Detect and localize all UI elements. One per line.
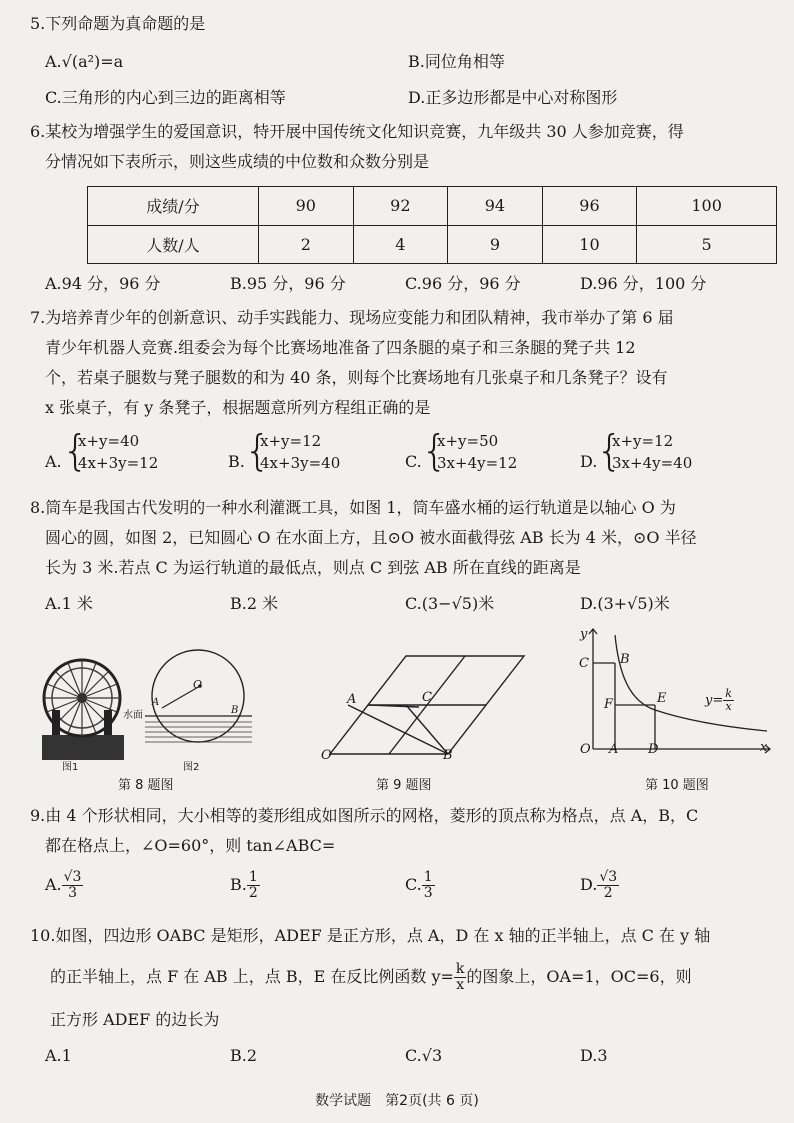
q9-option-a: A. $\frac{√3}{3}$ [45,869,82,901]
table-cell: 2 [259,225,354,264]
score-table [87,186,777,264]
table-cell: 9 [448,225,543,264]
q10-option-d: D.3 [580,1046,608,1065]
fig10-point-f: F [604,697,614,712]
q7-option-a-system: x+y=40 4x+3y=12 [78,432,159,472]
table-header-score: 成绩/分 [88,187,259,226]
fig8-caption: 第 8 题图 [118,778,174,793]
fig9-point-b: B [443,748,453,763]
q7-option-b-system: x+y=12 4x+3y=40 [260,432,341,472]
q8-stem-line1: 8.筒车是我国古代发明的一种水利灌溉工具，如图 1，筒车盛水桶的运行轨道是以轴心 O 为 [30,498,676,517]
table-header-count: 人数/人 [88,225,259,264]
q10-stem-line3: 正方形 ADEF 的边长为 [50,1010,220,1029]
waterwheel-photo-icon [42,660,124,760]
q9-option-d: D. $\frac{√3}{2}$ [580,869,618,901]
brace-icon: { [596,426,623,475]
table-row [88,187,777,226]
q8-stem-line3: 长为 3 米.若点 C 为运行轨道的最低点，则点 C 到弦 AB 所在直线的距离是 [45,558,581,577]
table-cell: 94 [448,187,543,226]
q8-stem-line2: 圆心的圆，如图 2，已知圆心 O 在水面上方，且⊙O 被水面截得弦 AB 长为 4 米，⊙O 半径 [45,528,697,547]
q10-stem-line2: 的正半轴上，点 F 在 AB 上，点 B，E 在反比例函数 y= $\frac{k}{x}$ 的图象上，OA=1，OC=6，则 [50,961,692,993]
q10-option-a: A.1 [45,1046,72,1065]
q6-option-c: C.96 分，96 分 [405,274,521,293]
q9-stem-line1: 9.由 4 个形状相同，大小相等的菱形组成如图所示的网格，菱形的顶点称为格点，点 A，B，C [30,806,699,825]
q5-stem: 5.下列命题为真命题的是 [30,14,206,33]
q6-option-a: A.94 分，96 分 [45,274,161,293]
q5-option-d: D.正多边形都是中心对称图形 [408,88,618,107]
fig8-water-label: 水面 [123,710,143,721]
q7-stem-line4: x 张桌子，有 y 条凳子，根据题意所列方程组正确的是 [45,398,431,417]
table-row [88,225,777,264]
fig8-sub2-caption: 图2 [183,762,200,773]
fig10-function-label: y= $\frac{k}{x}$ [705,687,732,713]
table-cell: 4 [353,225,448,264]
brace-icon: { [421,426,448,475]
table-cell: 5 [637,225,777,264]
fig8-point-o: O [193,678,203,691]
brace-icon: { [244,426,271,475]
q7-option-c-system: x+y=50 3x+4y=12 [437,432,518,472]
q6-option-d: D.96 分，100 分 [580,274,707,293]
q7-stem-line2: 青少年机器人竞赛.组委会为每个比赛场地准备了四条腿的桌子和三条腿的凳子共 12 [45,338,636,357]
q7-option-d-label: D. [580,452,598,471]
q8-option-b: B.2 米 [230,594,279,613]
table-cell: 96 [542,187,637,226]
q10-option-b: B.2 [230,1046,258,1065]
fig8-sub1-caption: 图1 [62,762,79,773]
fig10-axis-y: y [580,627,588,642]
fig9-point-c: C [422,690,432,705]
q7-option-a-label: A. [45,452,62,471]
q10-option-c: C.√3 [405,1046,443,1065]
fig10-point-b: B [620,652,630,667]
fig8-point-a: A [152,697,160,708]
table-cell: 90 [259,187,354,226]
fig10-point-c: C [579,656,589,671]
q6-option-b: B.95 分，96 分 [230,274,346,293]
table-cell: 10 [542,225,637,264]
q5-option-c: C.三角形的内心到三边的距离相等 [45,88,286,107]
figure-10 [575,625,775,760]
fig9-caption: 第 9 题图 [376,778,432,793]
q8-option-d: D.(3+√5)米 [580,594,670,613]
fig10-point-o: O [580,742,591,757]
table-cell: 92 [353,187,448,226]
fig10-axis-x: x [760,740,768,755]
q9-stem-line2: 都在格点上，∠O=60°，则 tan∠ABC= [45,836,336,855]
q7-option-c-label: C. [405,452,422,471]
q9-option-c: C. $\frac{1}{3}$ [405,869,433,901]
page-footer: 数学试题 第2页(共 6 页) [315,1093,479,1109]
q6-stem-line1: 6.某校为增强学生的爱国意识，特开展中国传统文化知识竞赛，九年级共 30 人参加竞赛，得 [30,122,684,141]
q7-stem-line1: 7.为培养青少年的创新意识、动手实践能力、现场应变能力和团队精神，我市举办了第 6 届 [30,308,674,327]
fig10-caption: 第 10 题图 [645,778,709,793]
fig9-point-o: O [321,748,332,763]
q8-option-a: A.1 米 [45,594,93,613]
q10-stem-line1: 10.如图，四边形 OABC 是矩形，ADEF 是正方形，点 A，D 在 x 轴的正半轴上，点 C 在 y 轴 [30,926,711,945]
q8-option-c: C.(3−√5)米 [405,594,495,613]
q5-option-b: B.同位角相等 [408,52,505,71]
brace-icon: { [62,426,89,475]
fig8-point-b: B [231,705,239,716]
fig10-point-a: A [609,742,619,757]
table-cell: 100 [637,187,777,226]
fig9-point-a: A [347,692,357,707]
circle-diagram [145,650,252,742]
q5-option-a: A.√(a²)=a [45,52,124,71]
q7-option-b-label: B. [228,452,245,471]
q7-stem-line3: 个，若桌子腿数与凳子腿数的和为 40 条，则每个比赛场地有几张桌子和几条凳子？设有 [45,368,668,387]
fig10-point-d: D [648,742,659,757]
q6-stem-line2: 分情况如下表所示，则这些成绩的中位数和众数分别是 [45,152,430,171]
q9-option-b: B. $\frac{1}{2}$ [230,869,258,901]
fig10-point-e: E [657,691,667,706]
q7-option-d-system: x+y=12 3x+4y=40 [612,432,693,472]
